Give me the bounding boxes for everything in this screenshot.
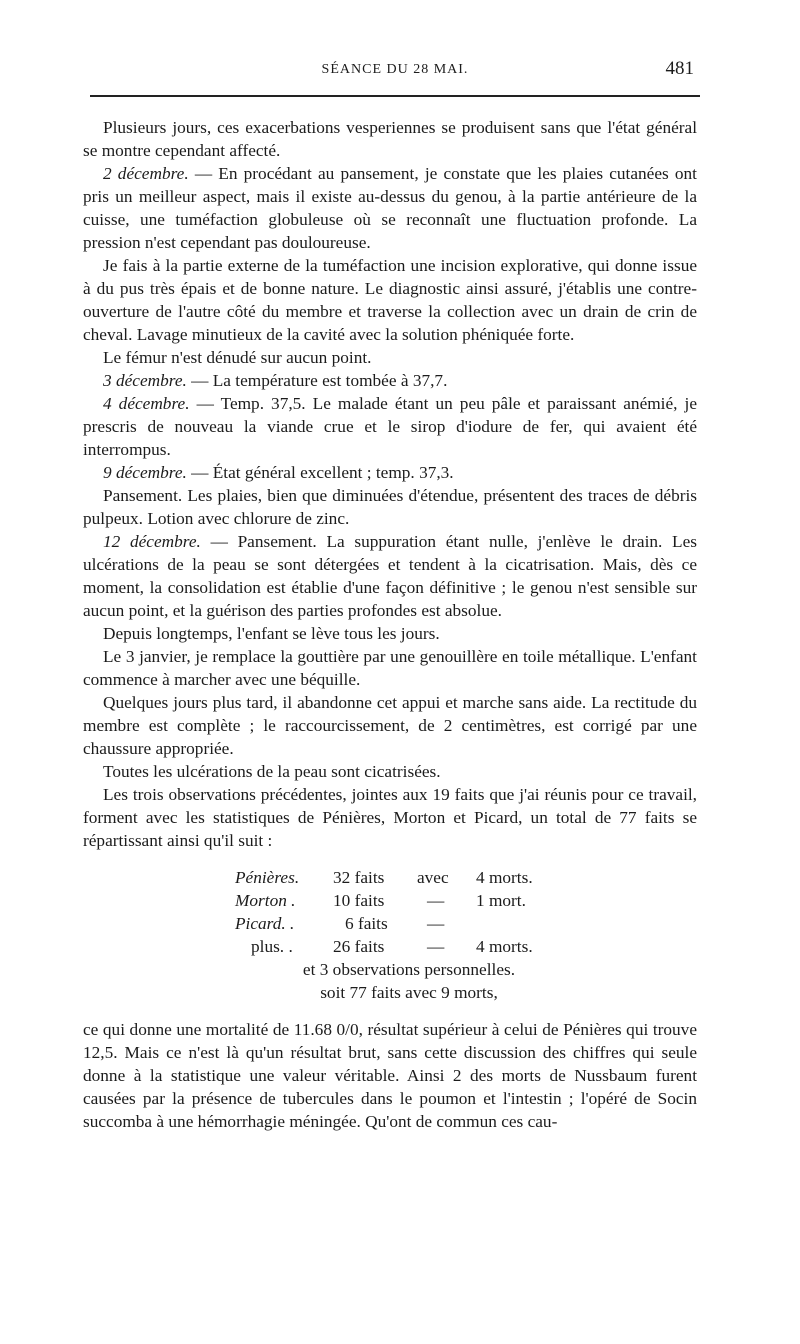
body-text xyxy=(83,116,697,1133)
faits-count: 32 faits xyxy=(333,868,385,887)
date-label: 2 décembre. xyxy=(103,164,189,183)
avec-cell: — xyxy=(427,914,445,933)
paragraph: Pansement. Les plaies, bien que diminuées d'étendue, présentent des traces de débris pulpeux. Lotion avec chlorure de zinc. xyxy=(83,486,697,528)
table-row xyxy=(83,866,697,889)
paragraph: Je fais à la partie externe de la tuméfaction une incision explorative, qui donne issue à du pus très épais et de bonne nature. Le diagnostic ainsi assuré, j'établis une contre-ouverture de l'autre côté du membre et traverse la collection avec un drain de crin de cheval. Lavage minutieux de la cavité avec la solution phéniquée forte. xyxy=(83,256,697,344)
paragraph: 12 décembre. — Pansement. La suppuration étant nulle, j'enlève le drain. Les ulcérations de la peau se sont détergées et tendent à la cicatrisation. Mais, dès ce moment, la consolidation est établie d'une façon définitive ; le genou n'est sensible sur aucun point, et la guérison des parties profondes est absolue. xyxy=(83,532,697,620)
paragraph: Le 3 janvier, je remplace la gouttière par une genouillère en toile métallique. L'enfant commence à marcher avec une béquille. xyxy=(83,647,697,689)
table-row xyxy=(83,935,697,958)
morts-count: 1 mort. xyxy=(476,891,526,910)
paragraph: Depuis longtemps, l'enfant se lève tous les jours. xyxy=(103,624,440,643)
paragraph: Le fémur n'est dénudé sur aucun point. xyxy=(103,348,372,367)
page-header xyxy=(90,58,700,90)
table-row xyxy=(83,981,697,1004)
avec-cell: avec xyxy=(417,868,449,887)
source-name: Picard. . xyxy=(235,914,295,933)
morts-count: 4 morts. xyxy=(476,868,533,887)
paragraph: 4 décembre. — Temp. 37,5. Le malade étant un peu pâle et paraissant anémié, je prescris de nouveau la viande crue et le sirop d'iodure de fer, qui avaient été interrompus. xyxy=(83,394,697,459)
faits-count: 10 faits xyxy=(333,891,385,910)
source-name: Pénières. xyxy=(235,868,300,887)
header-rule xyxy=(90,95,700,97)
running-title: SÉANCE DU 28 MAI. xyxy=(321,62,469,77)
avec-cell: — xyxy=(427,891,445,910)
date-label: 4 décembre. xyxy=(103,394,190,413)
table-row xyxy=(83,958,697,981)
paragraph: Quelques jours plus tard, il abandonne cet appui et marche sans aide. La rectitude du membre est complète ; le raccourcissement, de 2 centimètres, est corrigé par une chaussure appropriée. xyxy=(83,693,697,758)
paragraph: Plusieurs jours, ces exacerbations vesperiennes se produisent sans que l'état général se montre cependant affecté. xyxy=(83,118,697,160)
statistics-table xyxy=(83,866,697,1004)
date-label: 3 décembre. xyxy=(103,371,187,390)
paragraph: Les trois observations précédentes, jointes aux 19 faits que j'ai réunis pour ce travail, forment avec les statistiques de Pénières, Morton et Picard, un total de 77 faits se répartissant ainsi qu'il suit : xyxy=(83,785,697,850)
table-row xyxy=(83,889,697,912)
date-label: 12 décembre. xyxy=(103,532,201,551)
faits-count: 6 faits xyxy=(345,914,388,933)
paragraph: 3 décembre. — La température est tombée à 37,7. xyxy=(103,371,448,390)
paragraph: ce qui donne une mortalité de 11.68 0/0, résultat supérieur à celui de Pénières qui trouve 12,5. Mais ce n'est là qu'un résultat brut, sans cette discussion des chiffres qui seule donne à la statistique une valeur véritable. Ainsi 2 des morts de Nussbaum furent causées par la présence de tubercules dans le poumon et l'intestin ; l'opéré de Socin succomba à une hémorrhagie méningée. Qu'ont de commun ces cau- xyxy=(83,1020,697,1131)
table-row xyxy=(83,912,697,935)
faits-count: 26 faits xyxy=(333,937,385,956)
page-number: 481 xyxy=(665,58,694,79)
paragraph: 9 décembre. — État général excellent ; temp. 37,3. xyxy=(103,463,454,482)
avec-cell: — xyxy=(427,937,445,956)
source-name: plus. . xyxy=(251,937,293,956)
paragraph: 2 décembre. — En procédant au pansement, je constate que les plaies cutanées ont pris un meilleur aspect, mais il existe au-dessus du genou, à la partie antérieure de la cuisse, une tuméfaction globuleuse où se reconnaît une fluctuation profonde. La pression n'est cependant pas douloureuse. xyxy=(83,164,697,252)
total-line: soit 77 faits avec 9 morts, xyxy=(320,983,498,1002)
observations-line: et 3 observations personnelles. xyxy=(302,960,516,979)
paragraph: Toutes les ulcérations de la peau sont cicatrisées. xyxy=(103,762,441,781)
source-name: Morton . xyxy=(235,891,296,910)
morts-count: 4 morts. xyxy=(476,937,533,956)
date-label: 9 décembre. xyxy=(103,463,187,482)
